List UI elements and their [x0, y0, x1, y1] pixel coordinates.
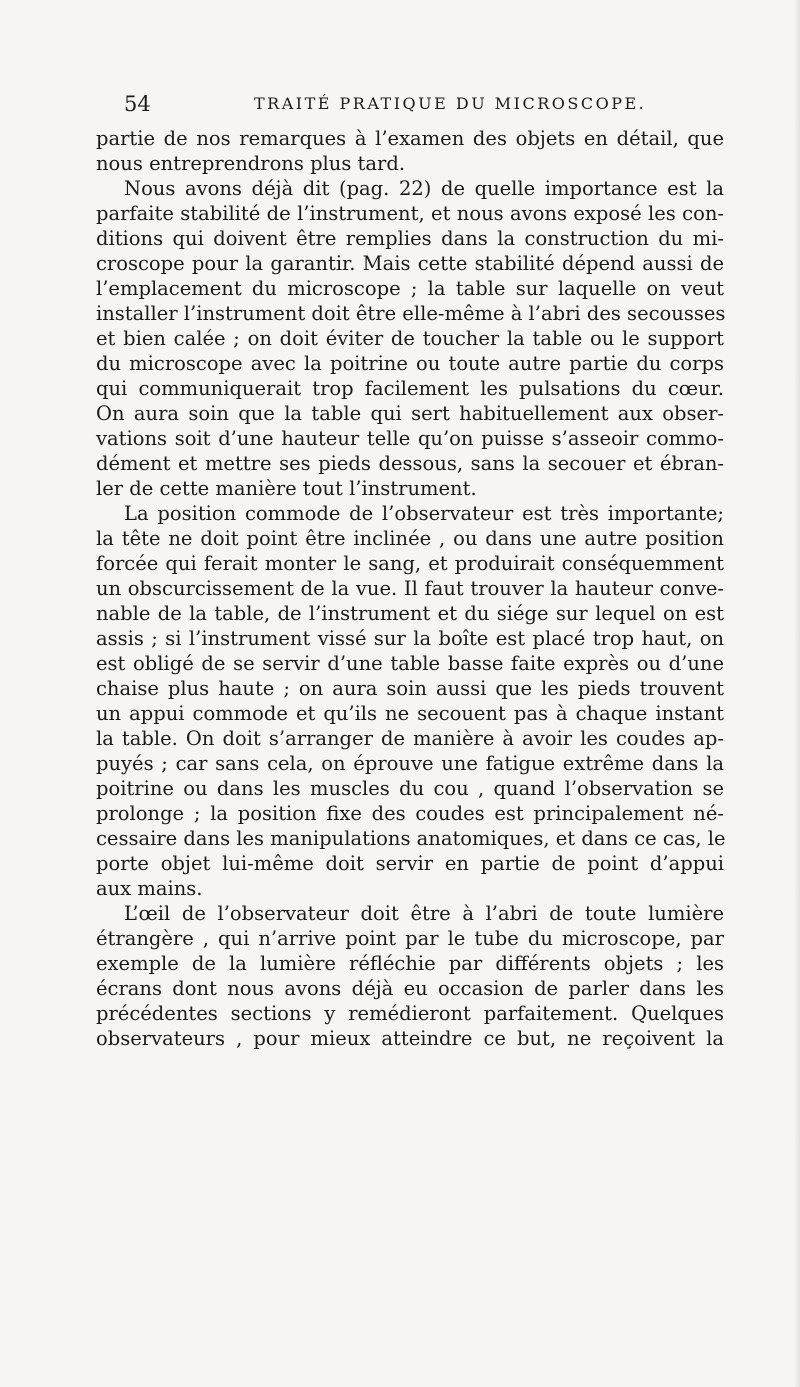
text-line: installer l’instrument doit être elle-même à l’abri des secousses: [96, 302, 726, 325]
text-line: qui communiquerait trop facilement les pulsations du cœur.: [96, 377, 724, 400]
text-line: assis ; si l’instrument vissé sur la boîte est placé trop haut, on: [96, 627, 724, 650]
text-line: étrangère , qui n’arrive point par le tube du microscope, par: [96, 927, 724, 950]
text-line: porte objet lui-même doit servir en partie de point d’appui: [96, 852, 724, 875]
text-line: exemple de la lumière réfléchie par différents objets ; les: [96, 952, 724, 975]
text-line: cessaire dans les manipulations anatomiques, et dans ce cas, le: [96, 827, 726, 850]
text-line: aux mains.: [96, 877, 203, 900]
text-line: un obscurcissement de la vue. Il faut trouver la hauteur conve-: [96, 577, 724, 600]
text-line: et bien calée ; on doit éviter de toucher la table ou le support: [96, 327, 724, 350]
text-line: ler de cette manière tout l’instrument.: [96, 477, 477, 500]
text-line: la tête ne doit point être inclinée , ou dans une autre position: [96, 527, 724, 550]
page-number: 54: [124, 92, 151, 116]
text-line: la table. On doit s’arranger de manière à avoir les coudes ap-: [96, 727, 724, 750]
text-line: nable de la table, de l’instrument et du siége sur lequel on est: [96, 602, 724, 625]
text-line: poitrine ou dans les muscles du cou , quand l’observation se: [96, 777, 724, 800]
running-head: TRAITÉ PRATIQUE DU MICROSCOPE.: [254, 94, 647, 113]
text-line: précédentes sections y remédieront parfaitement. Quelques: [96, 1002, 724, 1025]
text-line: prolonge ; la position fixe des coudes est principalement né-: [96, 802, 724, 825]
text-line: du microscope avec la poitrine ou toute autre partie du corps: [96, 352, 724, 375]
text-line: vations soit d’une hauteur telle qu’on puisse s’asseoir commo-: [96, 427, 724, 450]
text-line: un appui commode et qu’ils ne secouent pas à chaque instant: [96, 702, 724, 725]
text-line: La position commode de l’observateur est très importante;: [124, 502, 724, 525]
text-line: nous entreprendrons plus tard.: [96, 152, 406, 175]
text-line: Nous avons déjà dit (pag. 22) de quelle importance est la: [124, 177, 724, 200]
text-line: forcée qui ferait monter le sang, et produirait conséquemment: [96, 552, 724, 575]
text-line: dément et mettre ses pieds dessous, sans la secouer et ébran-: [96, 452, 724, 475]
text-line: observateurs , pour mieux atteindre ce but, ne reçoivent la: [96, 1027, 724, 1050]
text-line: chaise plus haute ; on aura soin aussi que les pieds trouvent: [96, 677, 724, 700]
text-line: est obligé de se servir d’une table basse faite exprès ou d’une: [96, 652, 724, 675]
text-line: écrans dont nous avons déjà eu occasion de parler dans les: [96, 977, 724, 1000]
text-line: puyés ; car sans cela, on éprouve une fatigue extrême dans la: [96, 752, 724, 775]
body-text: [96, 126, 724, 1051]
text-line: partie de nos remarques à l’examen des objets en détail, que: [96, 127, 724, 150]
text-line: l’emplacement du microscope ; la table sur laquelle on veut: [96, 277, 724, 300]
page-edge-shadow: [794, 0, 800, 1387]
text-line: ditions qui doivent être remplies dans la construction du mi-: [96, 227, 724, 250]
text-line: croscope pour la garantir. Mais cette stabilité dépend aussi de: [96, 252, 724, 275]
text-line: On aura soin que la table qui sert habituellement aux obser-: [96, 402, 724, 425]
text-line: L’œil de l’observateur doit être à l’abri de toute lumière: [124, 902, 724, 925]
text-line: parfaite stabilité de l’instrument, et nous avons exposé les con-: [96, 202, 724, 225]
